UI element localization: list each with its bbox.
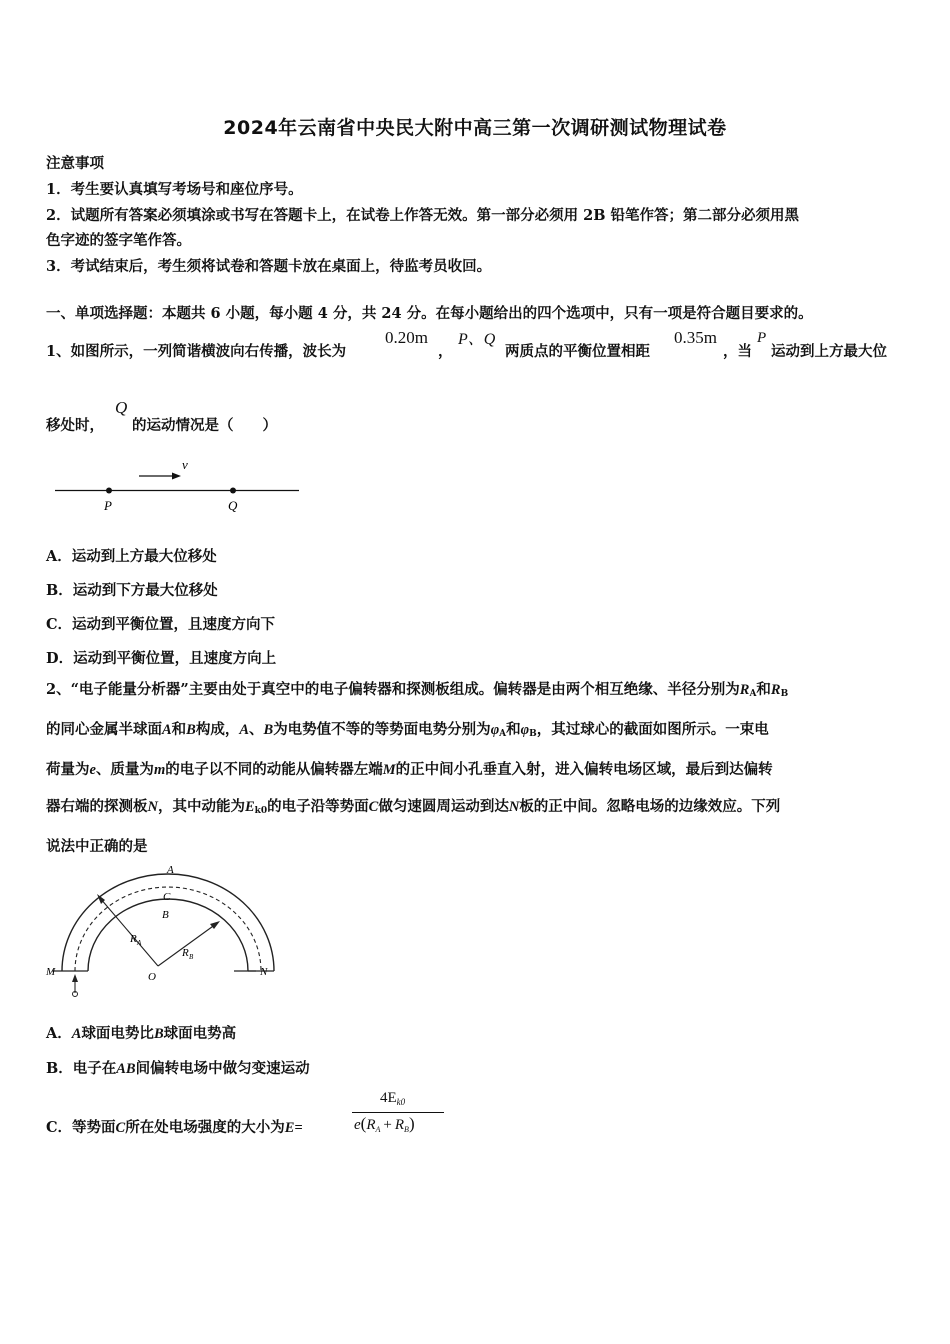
label-q: Q — [228, 498, 238, 513]
notice-item-2: 2．试题所有答案必须填涂或书写在答题卡上，在试卷上作答无效。第一部分必须用 2B 铅笔作答；第二部分必须用黑 — [46, 207, 800, 224]
radius-b-line — [158, 924, 216, 966]
q1-text-4: 运动到上方最大位 — [771, 343, 887, 360]
notice-item-1: 1．考生要认真填写考场号和座位序号。 — [46, 181, 303, 198]
q1-text-2: 两质点的平衡位置相距 — [505, 343, 650, 360]
arrow-head-icon — [172, 473, 181, 480]
notice-item-2-cont: 色字迹的签字笔作答。 — [46, 232, 191, 249]
q1-option-d[interactable]: D．运动到平衡位置，且速度方向上 — [46, 650, 277, 667]
q2-option-b[interactable]: B．电子在AB间偏转电场中做匀变速运动 — [46, 1060, 310, 1077]
q1-option-a[interactable]: A．运动到上方最大位移处 — [46, 548, 217, 565]
outer-hemisphere-a — [62, 874, 274, 971]
label-rb: R — [182, 947, 189, 959]
q1-distance: 0.35m — [674, 328, 717, 347]
q1-option-b[interactable]: B．运动到下方最大位移处 — [46, 582, 218, 599]
q1-option-c[interactable]: C．运动到平衡位置，且速度方向下 — [46, 616, 276, 633]
q1-wavelength: 0.20m — [385, 328, 428, 347]
label-m: M — [46, 966, 56, 978]
page-title: 2024年云南省中央民大附中高三第一次调研测试物理试卷 — [223, 117, 727, 139]
point-p — [106, 488, 112, 494]
fraction-denominator: $e(R_A + R_B)$ — [354, 1114, 415, 1134]
q1-pq: P、Q — [458, 331, 496, 348]
label-b: B — [162, 909, 169, 921]
q1-comma: ， — [438, 343, 453, 360]
entry-arrow-icon — [72, 974, 78, 982]
q1-q: Q — [115, 398, 128, 417]
notice-item-3: 3．考试结束后，考生须将试卷和答题卡放在桌面上，待监考员收回。 — [46, 258, 492, 275]
q1-p: P — [757, 330, 767, 346]
field-formula — [352, 1090, 444, 1140]
wave-figure — [50, 452, 310, 522]
label-a: A — [167, 864, 174, 876]
q2-option-a[interactable]: A．A球面电势比B球面电势高 — [46, 1025, 237, 1042]
label-ra: R — [130, 933, 137, 945]
label-o: O — [148, 971, 156, 983]
label-n: N — [260, 966, 268, 978]
label-ra-sub: A — [137, 939, 142, 947]
q1-text-6: 的运动情况是（ ） — [132, 417, 277, 434]
section-heading: 一、单项选择题：本题共 6 小题，每小题 4 分，共 24 分。在每小题给出的四个选项中，只有一项是符合题目要求的。 — [46, 305, 813, 322]
q1-text-1: 1、如图所示，一列简谐横波向右传播，波长为 — [46, 343, 347, 360]
label-c: C — [163, 891, 171, 903]
label-rb-sub: B — [189, 953, 194, 961]
velocity-label: v — [182, 457, 188, 472]
fraction-bar — [352, 1112, 444, 1113]
deflector-figure — [40, 858, 280, 1003]
q2-option-c[interactable]: C．等势面C所在处电场强度的大小为E= — [46, 1119, 303, 1136]
label-p: P — [104, 498, 112, 513]
q2-stem: 2、“电子能量分析器”主要由处于真空中的电子偏转器和探测板组成。偏转器是由两个相互绝缘、半径分别为$R_A$和$R_B$ 的同心金属半球面A和B构成，A、B为电势值不等的等势面电势分别为$\varphi_A$和$\varphi_B$，其过球心的截面如图所示。一束电 荷量为e、质量为m的电子以不同的动能从偏转器左端M的正中间小孔垂直入射，进入偏转电场区域，最后到达偏转 器右端的探测板N，其中动能为$E_{k0}$的电子沿等势面C做匀速圆周运动到达N板的正中间。忽略电场的边缘效应。下列 说法中正确的是 — [46, 681, 789, 855]
point-q — [230, 488, 236, 494]
q1-text-5: 移处时， — [46, 417, 104, 434]
notice-heading: 注意事项 — [46, 155, 104, 172]
q1-text-3: ，当 — [723, 343, 752, 360]
fraction-numerator: $4E_{k0}$ — [380, 1090, 406, 1107]
